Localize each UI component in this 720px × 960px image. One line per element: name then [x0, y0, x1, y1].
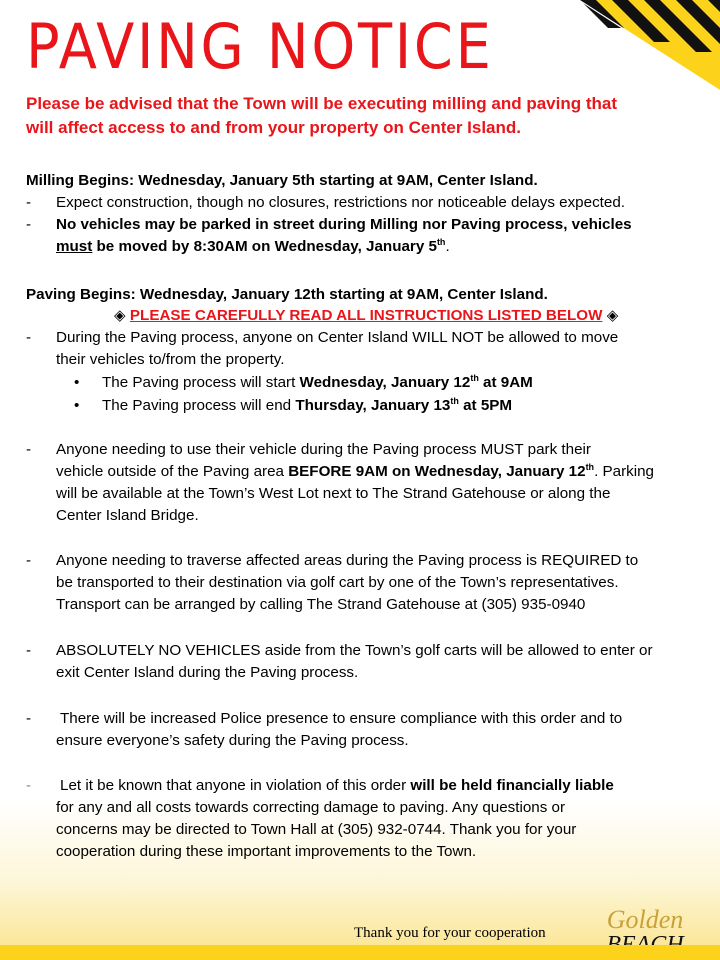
paving-item-4-line-2: exit Center Island during the Paving process.: [56, 664, 359, 681]
instructions-banner: [114, 305, 618, 327]
bullet-marker: •: [74, 397, 80, 414]
item-text: Let it be known that anyone in violation of this order: [60, 777, 411, 794]
hazard-stripes-decoration: [580, 0, 720, 90]
milling-item-2-line-1: No vehicles may be parked in street during Milling nor Paving process, vehicles: [56, 216, 632, 233]
intro-text: [26, 92, 696, 140]
dash-marker: -: [26, 777, 32, 794]
liability-emphasis: will be held financially liable: [410, 777, 614, 794]
paving-item-2-line-2: [56, 461, 654, 483]
footer-thanks: Thank you for your cooperation: [354, 925, 546, 941]
ordinal-suffix: th: [470, 373, 479, 383]
ordinal-suffix: th: [585, 462, 595, 472]
paving-item-5-line-1: There will be increased Police presence to ensure compliance with this order and to: [60, 710, 623, 727]
dash-marker: -: [26, 710, 32, 727]
intro-line-1: Please be advised that the Town will be executing milling and paving that: [26, 94, 618, 113]
paving-item-5-line-2: ensure everyone’s safety during the Paving process.: [56, 732, 409, 749]
bullet-text: The Paving process will start: [102, 374, 300, 391]
bullet-text: The Paving process will end: [102, 397, 296, 414]
paving-item-4-line-1: ABSOLUTELY NO VEHICLES aside from the Town’s golf carts will be allowed to enter or: [56, 642, 653, 659]
end-date: Thursday, January 13: [295, 397, 451, 414]
period: .: [445, 238, 450, 255]
paving-item-6-line-3: concerns may be directed to Town Hall at (305) 932-0744. Thank you for your: [56, 821, 577, 838]
paving-item-2-line-4: Center Island Bridge.: [56, 507, 199, 524]
bullet-marker: •: [74, 374, 80, 391]
paving-item-2-line-1: Anyone needing to use their vehicle during the Paving process MUST park their: [56, 441, 591, 458]
intro-line-2: will affect access to and from your property on Center Island.: [26, 118, 522, 137]
paving-item-2-line-3: will be available at the Town’s West Lot next to The Strand Gatehouse or along the: [56, 485, 611, 502]
end-time: at 5PM: [458, 397, 513, 414]
paving-item-1-line-1: During the Paving process, anyone on Center Island WILL NOT be allowed to move: [56, 329, 619, 346]
dash-marker: -: [26, 552, 32, 569]
ordinal-suffix: th: [450, 396, 459, 406]
paving-bullet-1: [102, 372, 533, 394]
item-text: . Parking: [594, 463, 654, 480]
milling-item-1: Expect construction, though no closures, restrictions nor noticeable delays expected.: [56, 194, 626, 211]
paving-item-6-line-2: for any and all costs towards correcting damage to paving. Any questions or: [56, 799, 566, 816]
paving-item-3-line-2: be transported to their destination via golf cart by one of the Town’s representatives.: [56, 574, 619, 591]
diamond-right-icon: ◈: [606, 307, 619, 324]
dash-marker: -: [26, 329, 32, 346]
milling-item-2-line-2: [56, 236, 450, 258]
paving-item-3-line-3: Transport can be arranged by calling The Strand Gatehouse at (305) 935-0940: [56, 596, 586, 613]
paving-item-6-line-1: [60, 775, 614, 797]
deadline-emphasis: BEFORE 9AM on Wednesday, January 12: [288, 463, 586, 480]
must-emphasis: must: [56, 238, 93, 255]
instructions-text: PLEASE CAREFULLY READ ALL INSTRUCTIONS LISTED BELOW: [129, 307, 603, 324]
milling-heading: Milling Begins: Wednesday, January 5th starting at 9AM, Center Island.: [26, 172, 538, 189]
bottom-accent-bar: [0, 945, 720, 960]
diamond-left-icon: ◈: [114, 307, 126, 324]
paving-item-6-line-4: cooperation during these important improvements to the Town.: [56, 843, 477, 860]
paving-bullet-2: [102, 395, 512, 417]
milling-item-2-text: be moved by 8:30AM on Wednesday, January 5: [92, 238, 437, 255]
start-date: Wednesday, January 12: [299, 374, 471, 391]
paving-item-1-line-2: their vehicles to/from the property.: [56, 351, 285, 368]
ordinal-suffix: th: [436, 237, 446, 247]
item-text: vehicle outside of the Paving area: [56, 463, 289, 480]
start-time: at 9AM: [478, 374, 533, 391]
dash-marker: -: [26, 216, 32, 233]
dash-marker: -: [26, 441, 32, 458]
dash-marker: -: [26, 194, 32, 211]
page-title: PAVING NOTICE: [26, 10, 494, 83]
dash-marker: -: [26, 642, 32, 659]
paving-heading: Paving Begins: Wednesday, January 12th starting at 9AM, Center Island.: [26, 286, 548, 303]
paving-item-3-line-1: Anyone needing to traverse affected areas during the Paving process is REQUIRED to: [56, 552, 639, 569]
logo-text-golden: Golden: [606, 905, 684, 934]
